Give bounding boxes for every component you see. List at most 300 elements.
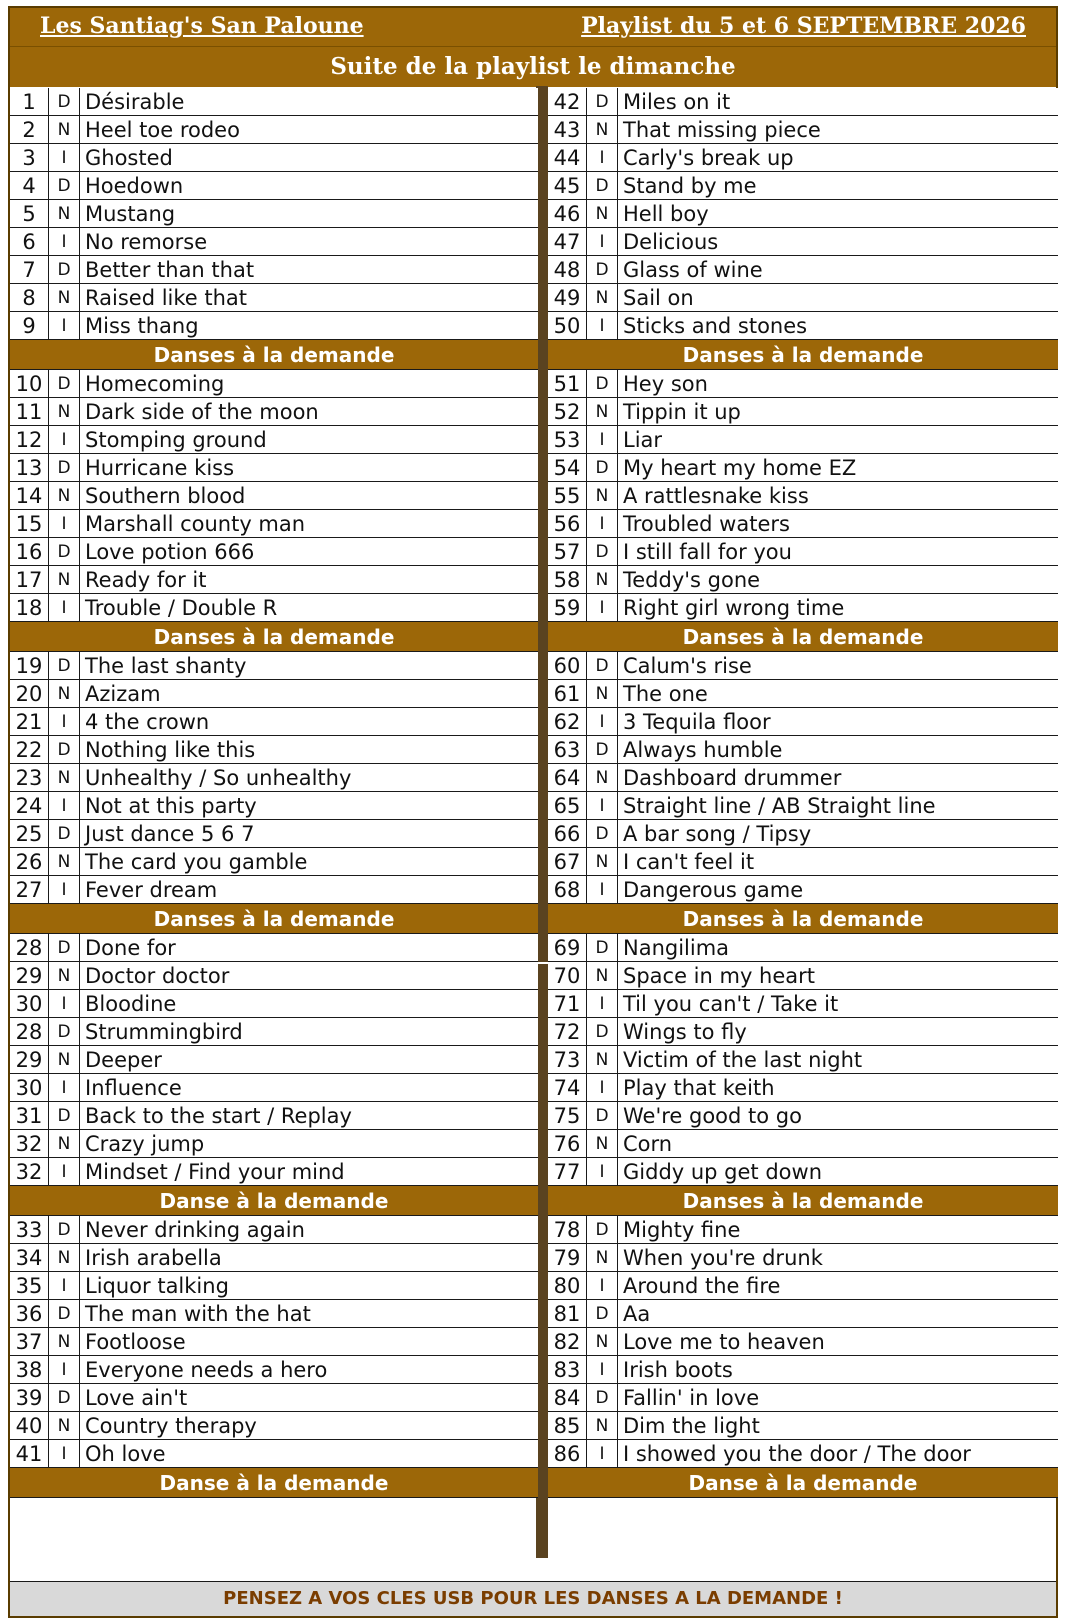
dance-level: D <box>587 256 618 283</box>
dance-number: 29 <box>10 1046 49 1073</box>
dance-level: N <box>49 116 80 143</box>
dance-title: Azizam <box>85 682 161 706</box>
dance-number: 1 <box>10 88 49 115</box>
playlist-row <box>548 990 1058 1018</box>
playlist-row <box>10 200 538 228</box>
dance-number: 44 <box>548 144 587 171</box>
dance-title: Right girl wrong time <box>623 596 845 620</box>
dance-number: 64 <box>548 764 587 791</box>
dance-level: N <box>587 116 618 143</box>
dance-level: I <box>587 594 618 621</box>
playlist-row <box>10 708 538 736</box>
dance-number: 66 <box>548 820 587 847</box>
playlist-row <box>10 1300 538 1328</box>
playlist-row <box>548 228 1058 256</box>
dance-level: N <box>49 1046 80 1073</box>
dance-number: 3 <box>10 144 49 171</box>
playlist-row <box>548 962 1058 990</box>
dance-level: D <box>587 88 618 115</box>
playlist-row <box>548 116 1058 144</box>
dance-title: Bloodine <box>85 992 177 1016</box>
dance-level: I <box>49 510 80 537</box>
dance-number: 9 <box>10 312 49 339</box>
dance-level: I <box>49 426 80 453</box>
dance-title: I showed you the door / The door <box>623 1442 971 1466</box>
playlist-row <box>10 566 538 594</box>
dance-level: N <box>49 848 80 875</box>
playlist-row <box>10 172 538 200</box>
playlist-row <box>10 1216 538 1244</box>
dance-level: D <box>49 652 80 679</box>
dance-number: 10 <box>10 370 49 397</box>
dance-title: Play that keith <box>623 1076 775 1100</box>
dance-title: Hell boy <box>623 202 709 226</box>
playlist-row <box>548 454 1058 482</box>
dance-level: N <box>587 680 618 707</box>
dance-title: Southern blood <box>85 484 246 508</box>
dance-number: 2 <box>10 116 49 143</box>
dance-title: Wings to fly <box>623 1020 747 1044</box>
dance-number: 67 <box>548 848 587 875</box>
dance-title: Hoedown <box>85 174 184 198</box>
playlist-row <box>548 172 1058 200</box>
dance-number: 62 <box>548 708 587 735</box>
dance-level: I <box>49 990 80 1017</box>
dance-title: The one <box>623 682 708 706</box>
playlist-row <box>10 1440 538 1468</box>
dance-level: N <box>587 398 618 425</box>
request-dances-band: Danse à la demande <box>548 1468 1058 1498</box>
dance-level: N <box>587 1244 618 1271</box>
playlist-row <box>548 708 1058 736</box>
playlist-row <box>548 736 1058 764</box>
dance-title: Troubled waters <box>623 512 790 536</box>
dance-number: 18 <box>10 594 49 621</box>
playlist-row <box>548 876 1058 904</box>
dance-number: 73 <box>548 1046 587 1073</box>
dance-number: 37 <box>10 1328 49 1355</box>
dance-number: 11 <box>10 398 49 425</box>
dance-title: Hey son <box>623 372 708 396</box>
dance-level: D <box>49 820 80 847</box>
dance-level: N <box>49 962 80 989</box>
dance-level: I <box>587 144 618 171</box>
dance-title: Around the fire <box>623 1274 781 1298</box>
request-dances-band: Danses à la demande <box>548 1186 1058 1216</box>
playlist-row <box>548 566 1058 594</box>
dance-title: We're good to go <box>623 1104 802 1128</box>
dance-title: Done for <box>85 936 176 960</box>
dance-level: I <box>587 1356 618 1383</box>
dance-title: Delicious <box>623 230 719 254</box>
dance-level: D <box>49 172 80 199</box>
dance-level: N <box>49 1130 80 1157</box>
request-dances-band: Danses à la demande <box>548 904 1058 934</box>
dance-number: 54 <box>548 454 587 481</box>
dance-number: 32 <box>10 1158 49 1185</box>
dance-number: 51 <box>548 370 587 397</box>
dance-number: 47 <box>548 228 587 255</box>
dance-number: 33 <box>10 1216 49 1243</box>
playlist-row <box>10 1412 538 1440</box>
dance-number: 31 <box>10 1102 49 1129</box>
dance-number: 24 <box>10 792 49 819</box>
club-name: Les Santiag's San Paloune <box>40 13 364 39</box>
dance-title: Nangilima <box>623 936 730 960</box>
dance-level: N <box>49 1244 80 1271</box>
playlist-row <box>548 144 1058 172</box>
dance-level: D <box>49 736 80 763</box>
dance-level: D <box>587 172 618 199</box>
dance-number: 19 <box>10 652 49 679</box>
playlist-row <box>10 792 538 820</box>
dance-title: Space in my heart <box>623 964 816 988</box>
playlist-row <box>10 990 538 1018</box>
dance-title: Hurricane kiss <box>85 456 235 480</box>
dance-level: I <box>587 708 618 735</box>
dance-number: 81 <box>548 1300 587 1327</box>
playlist-row <box>10 482 538 510</box>
dance-number: 30 <box>10 1074 49 1101</box>
dance-title: Oh love <box>85 1442 166 1466</box>
playlist-row <box>10 1328 538 1356</box>
dance-number: 46 <box>548 200 587 227</box>
dance-level: D <box>49 538 80 565</box>
dance-number: 85 <box>548 1412 587 1439</box>
dance-level: I <box>587 876 618 903</box>
dance-level: D <box>49 934 80 961</box>
dance-title: Stomping ground <box>85 428 267 452</box>
dance-number: 84 <box>548 1384 587 1411</box>
dance-number: 83 <box>548 1356 587 1383</box>
header-bar <box>10 8 1056 46</box>
dance-title: I can't feel it <box>623 850 755 874</box>
dance-title: Unhealthy / So unhealthy <box>85 766 352 790</box>
dance-level: D <box>49 1018 80 1045</box>
playlist-row <box>10 1384 538 1412</box>
dance-title: Liar <box>623 428 663 452</box>
playlist-row <box>548 1074 1058 1102</box>
dance-title: Fever dream <box>85 878 218 902</box>
dance-title: Strummingbird <box>85 1020 243 1044</box>
dance-level: N <box>587 284 618 311</box>
dance-title: My heart my home EZ <box>623 456 857 480</box>
dance-number: 49 <box>548 284 587 311</box>
playlist-row <box>10 510 538 538</box>
playlist-row <box>548 256 1058 284</box>
playlist-row <box>10 594 538 622</box>
playlist-row <box>10 1018 538 1046</box>
dance-level: D <box>49 1300 80 1327</box>
dance-title: The last shanty <box>85 654 247 678</box>
playlist-row <box>548 482 1058 510</box>
dance-title: Sticks and stones <box>623 314 808 338</box>
dance-level: I <box>587 312 618 339</box>
playlist-row <box>10 1244 538 1272</box>
playlist-row <box>548 1130 1058 1158</box>
dance-title: A bar song / Tipsy <box>623 822 812 846</box>
dance-number: 42 <box>548 88 587 115</box>
dance-title: Straight line / AB Straight line <box>623 794 936 818</box>
dance-level: D <box>587 1300 618 1327</box>
dance-number: 25 <box>10 820 49 847</box>
playlist-row <box>548 1244 1058 1272</box>
dance-level: D <box>587 934 618 961</box>
dance-number: 14 <box>10 482 49 509</box>
dance-level: I <box>49 594 80 621</box>
dance-title: Trouble / Double R <box>85 596 278 620</box>
dance-level: I <box>49 1356 80 1383</box>
dance-level: D <box>587 454 618 481</box>
playlist-row <box>10 652 538 680</box>
dance-level: I <box>49 708 80 735</box>
dance-title: Irish arabella <box>85 1246 222 1270</box>
dance-level: N <box>49 680 80 707</box>
dance-title: Nothing like this <box>85 738 256 762</box>
dance-level: N <box>587 1412 618 1439</box>
dance-level: I <box>49 1272 80 1299</box>
playlist-row <box>548 764 1058 792</box>
dance-number: 57 <box>548 538 587 565</box>
dance-title: Glass of wine <box>623 258 763 282</box>
playlist-row <box>10 1130 538 1158</box>
dance-number: 77 <box>548 1158 587 1185</box>
dance-title: Til you can't / Take it <box>623 992 839 1016</box>
dance-level: D <box>49 1384 80 1411</box>
playlist-row <box>548 820 1058 848</box>
left-column <box>10 88 538 1498</box>
dance-title: Crazy jump <box>85 1132 205 1156</box>
playlist-row <box>10 398 538 426</box>
dance-number: 28 <box>10 934 49 961</box>
dance-level: N <box>587 764 618 791</box>
dance-level: I <box>587 1272 618 1299</box>
dance-level: D <box>587 1102 618 1129</box>
playlist-row <box>10 454 538 482</box>
dance-title: Dim the light <box>623 1414 760 1438</box>
playlist-row <box>548 1272 1058 1300</box>
dance-number: 76 <box>548 1130 587 1157</box>
dance-number: 41 <box>10 1440 49 1467</box>
playlist-row <box>548 594 1058 622</box>
dance-level: I <box>49 1074 80 1101</box>
dance-title: Mindset / Find your mind <box>85 1160 345 1184</box>
dance-number: 59 <box>548 594 587 621</box>
playlist-row <box>10 116 538 144</box>
dance-level: N <box>587 482 618 509</box>
request-dances-band: Danses à la demande <box>10 622 538 652</box>
playlist-row <box>548 538 1058 566</box>
dance-title: Ready for it <box>85 568 207 592</box>
dance-level: D <box>49 1102 80 1129</box>
dance-number: 61 <box>548 680 587 707</box>
playlist-row <box>548 1356 1058 1384</box>
dance-number: 75 <box>548 1102 587 1129</box>
playlist-date: Playlist du 5 et 6 SEPTEMBRE 2026 <box>581 13 1026 39</box>
dance-level: I <box>49 228 80 255</box>
dance-level: N <box>587 200 618 227</box>
playlist-row <box>10 934 538 962</box>
dance-number: 63 <box>548 736 587 763</box>
dance-title: Carly's break up <box>623 146 794 170</box>
playlist-row <box>10 1046 538 1074</box>
right-column <box>548 88 1058 1498</box>
request-dances-band: Danse à la demande <box>10 1468 538 1498</box>
dance-title: The card you gamble <box>85 850 308 874</box>
playlist-row <box>548 934 1058 962</box>
playlist-row <box>10 256 538 284</box>
playlist-row <box>10 680 538 708</box>
playlist-row <box>10 1356 538 1384</box>
request-dances-band: Danses à la demande <box>548 622 1058 652</box>
playlist-row <box>548 370 1058 398</box>
dance-title: Homecoming <box>85 372 225 396</box>
dance-level: D <box>49 256 80 283</box>
playlist-row <box>10 426 538 454</box>
dance-level: N <box>49 200 80 227</box>
playlist-row <box>548 1018 1058 1046</box>
dance-title: Tippin it up <box>623 400 741 424</box>
dance-number: 40 <box>10 1412 49 1439</box>
dance-number: 82 <box>548 1328 587 1355</box>
dance-number: 72 <box>548 1018 587 1045</box>
dance-number: 26 <box>10 848 49 875</box>
dance-title: Mustang <box>85 202 176 226</box>
dance-number: 27 <box>10 876 49 903</box>
dance-title: Victim of the last night <box>623 1048 863 1072</box>
dance-title: Love me to heaven <box>623 1330 825 1354</box>
dance-number: 21 <box>10 708 49 735</box>
playlist-row <box>548 1102 1058 1130</box>
dance-number: 78 <box>548 1216 587 1243</box>
dance-number: 55 <box>548 482 587 509</box>
request-dances-band: Danses à la demande <box>10 340 538 370</box>
dance-number: 74 <box>548 1074 587 1101</box>
request-dances-band: Danse à la demande <box>10 1186 538 1216</box>
playlist-row <box>548 1158 1058 1186</box>
dance-level: I <box>587 792 618 819</box>
dance-level: I <box>49 1158 80 1185</box>
playlist-row <box>548 1216 1058 1244</box>
dance-title: Never drinking again <box>85 1218 305 1242</box>
dance-title: Doctor doctor <box>85 964 230 988</box>
request-dances-band: Danses à la demande <box>10 904 538 934</box>
dance-number: 71 <box>548 990 587 1017</box>
dance-level: I <box>587 1158 618 1185</box>
dance-title: 4 the crown <box>85 710 210 734</box>
playlist-row <box>548 1328 1058 1356</box>
playlist-row <box>548 426 1058 454</box>
playlist-row <box>10 820 538 848</box>
dance-title: Stand by me <box>623 174 757 198</box>
dance-title: Fallin' in love <box>623 1386 760 1410</box>
playlist-row <box>548 312 1058 340</box>
dance-level: N <box>49 1328 80 1355</box>
playlist-row <box>10 736 538 764</box>
dance-number: 48 <box>548 256 587 283</box>
dance-title: Not at this party <box>85 794 257 818</box>
dance-title: Better than that <box>85 258 255 282</box>
dance-title: No remorse <box>85 230 208 254</box>
dance-level: D <box>587 1018 618 1045</box>
dance-level: N <box>587 1046 618 1073</box>
dance-title: Teddy's gone <box>623 568 761 592</box>
request-dances-band: Danses à la demande <box>548 340 1058 370</box>
dance-level: I <box>587 1440 618 1467</box>
dance-number: 68 <box>548 876 587 903</box>
dance-title: When you're drunk <box>623 1246 823 1270</box>
dance-title: Sail on <box>623 286 694 310</box>
dance-level: N <box>587 1328 618 1355</box>
playlist-row <box>548 1300 1058 1328</box>
dance-title: Dark side of the moon <box>85 400 319 424</box>
dance-number: 86 <box>548 1440 587 1467</box>
dance-number: 45 <box>548 172 587 199</box>
dance-level: I <box>587 426 618 453</box>
dance-title: Love ain't <box>85 1386 188 1410</box>
dance-level: D <box>49 1216 80 1243</box>
dance-number: 8 <box>10 284 49 311</box>
dance-title: Deeper <box>85 1048 162 1072</box>
dance-level: D <box>587 1384 618 1411</box>
dance-number: 39 <box>10 1384 49 1411</box>
dance-title: The man with the hat <box>85 1302 311 1326</box>
dance-title: Mighty fine <box>623 1218 741 1242</box>
dance-level: N <box>49 566 80 593</box>
dance-number: 6 <box>10 228 49 255</box>
dance-title: Miles on it <box>623 90 731 114</box>
dance-level: D <box>587 736 618 763</box>
dance-number: 29 <box>10 962 49 989</box>
playlist-row <box>10 144 538 172</box>
dance-number: 34 <box>10 1244 49 1271</box>
playlist-row <box>548 284 1058 312</box>
dance-title: Corn <box>623 1132 673 1156</box>
dance-level: N <box>49 764 80 791</box>
dance-title: Back to the start / Replay <box>85 1104 352 1128</box>
playlist-row <box>10 228 538 256</box>
dance-number: 23 <box>10 764 49 791</box>
dance-level: D <box>587 1216 618 1243</box>
dance-number: 50 <box>548 312 587 339</box>
dance-title: Dashboard drummer <box>623 766 842 790</box>
usb-reminder: PENSEZ A VOS CLES USB POUR LES DANSES A LA DEMANDE ! <box>10 1581 1056 1616</box>
playlist-subtitle: Suite de la playlist le dimanche <box>10 46 1056 87</box>
playlist-row <box>10 538 538 566</box>
dance-number: 22 <box>10 736 49 763</box>
dance-title: Irish boots <box>623 1358 733 1382</box>
playlist-row <box>548 510 1058 538</box>
dance-number: 36 <box>10 1300 49 1327</box>
dance-number: 16 <box>10 538 49 565</box>
playlist-row <box>548 848 1058 876</box>
playlist-row <box>548 1412 1058 1440</box>
dance-title: Désirable <box>85 90 185 114</box>
dance-number: 53 <box>548 426 587 453</box>
dance-number: 56 <box>548 510 587 537</box>
dance-level: D <box>49 454 80 481</box>
playlist-row <box>10 764 538 792</box>
playlist-row <box>548 88 1058 116</box>
dance-level: N <box>587 848 618 875</box>
dance-title: Liquor talking <box>85 1274 229 1298</box>
dance-level: D <box>587 820 618 847</box>
dance-title: Raised like that <box>85 286 248 310</box>
dance-title: Footloose <box>85 1330 186 1354</box>
playlist-row <box>10 876 538 904</box>
dance-number: 38 <box>10 1356 49 1383</box>
dance-level: I <box>587 1074 618 1101</box>
